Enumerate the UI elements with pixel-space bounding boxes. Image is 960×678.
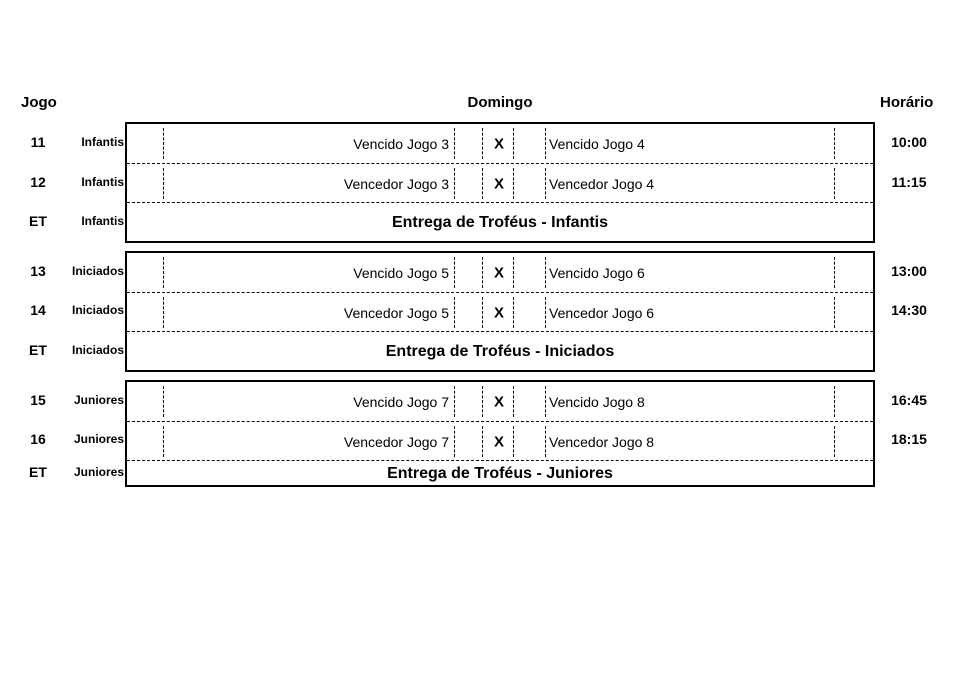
game-number: 12 — [30, 174, 46, 190]
game-number: 16 — [30, 431, 46, 447]
away-team: Vencedor Jogo 4 — [549, 175, 655, 192]
et-category: Juniores — [73, 465, 124, 479]
match-row — [127, 292, 873, 332]
match-row — [127, 253, 873, 292]
home-team: Vencedor Jogo 3 — [343, 175, 449, 192]
game-category: Juniores — [73, 432, 124, 446]
trophy-row — [127, 460, 873, 486]
et-label: ET — [29, 464, 47, 480]
match-row — [127, 421, 873, 461]
match-row — [127, 163, 873, 203]
game-time: 10:00 — [891, 134, 927, 150]
game-category: Infantis — [81, 135, 124, 149]
versus-mark: X — [493, 264, 504, 281]
versus-mark: X — [493, 135, 504, 152]
trophy-ceremony-label: Entrega de Troféus - Infantis — [391, 213, 609, 231]
game-number: 11 — [30, 134, 46, 150]
away-team: Vencido Jogo 4 — [549, 135, 645, 152]
versus-mark: X — [493, 175, 504, 192]
match-row — [127, 382, 873, 421]
game-category: Iniciados — [71, 264, 124, 278]
away-team: Vencido Jogo 6 — [549, 264, 645, 281]
home-team: Vencido Jogo 7 — [353, 393, 449, 410]
trophy-ceremony-label: Entrega de Troféus - Iniciados — [385, 342, 615, 360]
game-time: 16:45 — [891, 392, 927, 408]
et-category: Iniciados — [71, 343, 124, 357]
et-label: ET — [29, 342, 47, 358]
game-time: 13:00 — [891, 263, 927, 279]
trophy-ceremony-label: Entrega de Troféus - Juniores — [387, 464, 613, 482]
schedule-block-juniores — [125, 380, 875, 487]
game-time: 18:15 — [891, 431, 927, 447]
game-category: Juniores — [73, 393, 124, 407]
schedule-block-infantis — [125, 122, 875, 243]
away-team: Vencido Jogo 8 — [549, 393, 645, 410]
versus-mark: X — [493, 393, 504, 410]
column-header-horario: Horário — [880, 94, 934, 111]
schedule-block-iniciados — [125, 251, 875, 372]
versus-mark: X — [493, 433, 504, 450]
day-title: Domingo — [467, 94, 533, 111]
game-number: 15 — [30, 392, 46, 408]
game-time: 11:15 — [891, 174, 927, 190]
game-category: Infantis — [81, 175, 124, 189]
home-team: Vencido Jogo 5 — [353, 264, 449, 281]
game-time: 14:30 — [891, 302, 927, 318]
trophy-row — [127, 331, 873, 371]
home-team: Vencedor Jogo 7 — [343, 433, 449, 450]
game-category: Iniciados — [71, 303, 124, 317]
column-header-jogo: Jogo — [21, 94, 57, 111]
et-category: Infantis — [81, 214, 124, 228]
away-team: Vencedor Jogo 6 — [549, 304, 655, 321]
game-number: 13 — [30, 263, 46, 279]
versus-mark: X — [493, 304, 504, 321]
away-team: Vencedor Jogo 8 — [549, 433, 655, 450]
trophy-row — [127, 202, 873, 242]
home-team: Vencido Jogo 3 — [353, 135, 449, 152]
home-team: Vencedor Jogo 5 — [343, 304, 449, 321]
match-row — [127, 124, 873, 163]
et-label: ET — [29, 213, 47, 229]
game-number: 14 — [30, 302, 46, 318]
